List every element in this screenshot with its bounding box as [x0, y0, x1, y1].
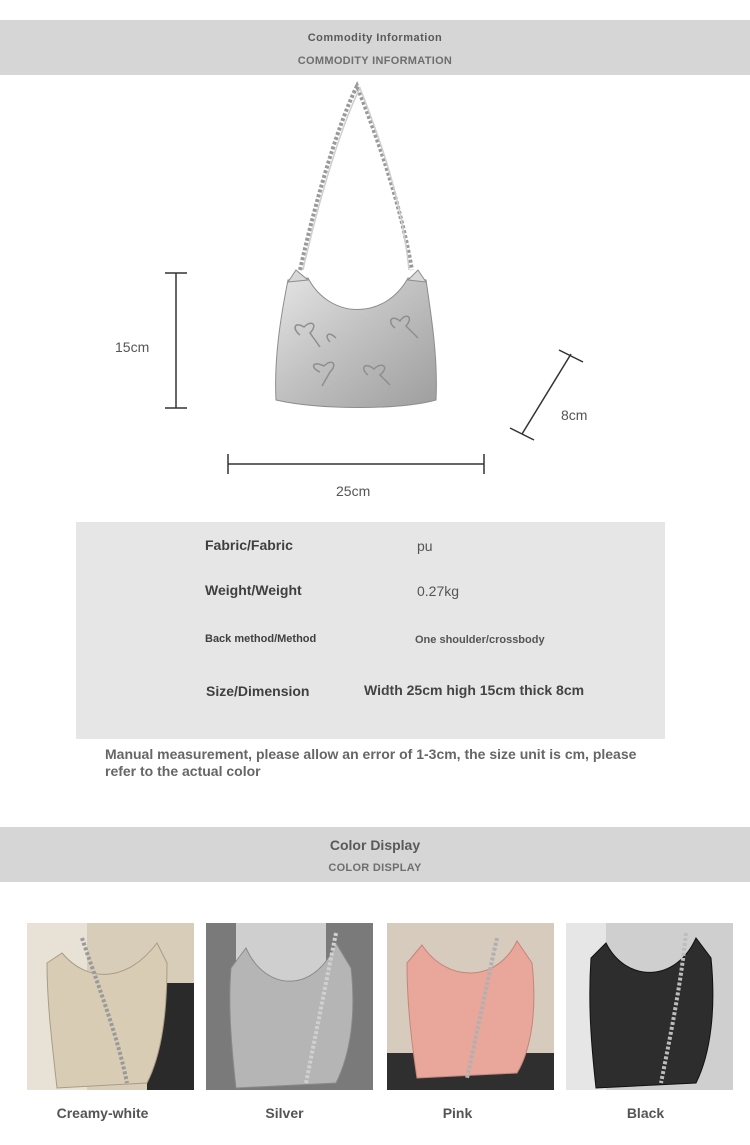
spec-size-label: Size/Dimension — [206, 683, 310, 699]
depth-indicator — [510, 350, 583, 440]
height-label: 15cm — [115, 339, 150, 355]
spec-fabric-value: pu — [417, 538, 433, 554]
color-display-header — [0, 827, 750, 882]
spec-method-value: One shoulder/crossbody — [415, 634, 545, 646]
color-display-title: Color Display — [329, 837, 421, 853]
swatch-label-silver: Silver — [265, 1105, 304, 1121]
spec-size-value: Width 25cm high 15cm thick 8cm — [364, 682, 585, 698]
commodity-info-subtitle: COMMODITY INFORMATION — [297, 55, 453, 67]
swatch-pink[interactable] — [387, 923, 554, 1090]
spec-table — [76, 522, 665, 739]
swatch-label-pink: Pink — [442, 1105, 473, 1121]
spec-weight-value: 0.27kg — [417, 583, 460, 599]
spec-weight-label: Weight/Weight — [205, 582, 302, 598]
bag-photo-silver — [206, 923, 373, 1090]
commodity-info-title: Commodity Information — [307, 32, 443, 44]
height-indicator — [165, 273, 187, 408]
swatch-creamy-white[interactable] — [27, 923, 194, 1090]
product-dimension-diagram — [0, 80, 750, 500]
swatch-silver[interactable] — [206, 923, 373, 1090]
spec-method-label: Back method/Method — [205, 633, 317, 645]
swatch-label-black: Black — [626, 1105, 665, 1121]
depth-label: 8cm — [561, 407, 588, 423]
commodity-info-header — [0, 20, 750, 75]
width-indicator — [228, 454, 484, 474]
measurement-note: Manual measurement, please allow an error of 1-3cm, the size unit is cm, please refer to the actual color — [105, 746, 637, 779]
swatch-black[interactable] — [566, 923, 733, 1090]
spec-fabric-label: Fabric/Fabric — [205, 537, 293, 553]
color-display-subtitle: COLOR DISPLAY — [328, 862, 422, 874]
bag-image — [276, 86, 437, 408]
bag-photo-black — [566, 923, 733, 1090]
bag-photo-creamy-white — [27, 923, 194, 1090]
swatch-label-creamy-white: Creamy-white — [56, 1105, 149, 1121]
bag-photo-pink — [387, 923, 554, 1090]
width-label: 25cm — [336, 483, 371, 499]
